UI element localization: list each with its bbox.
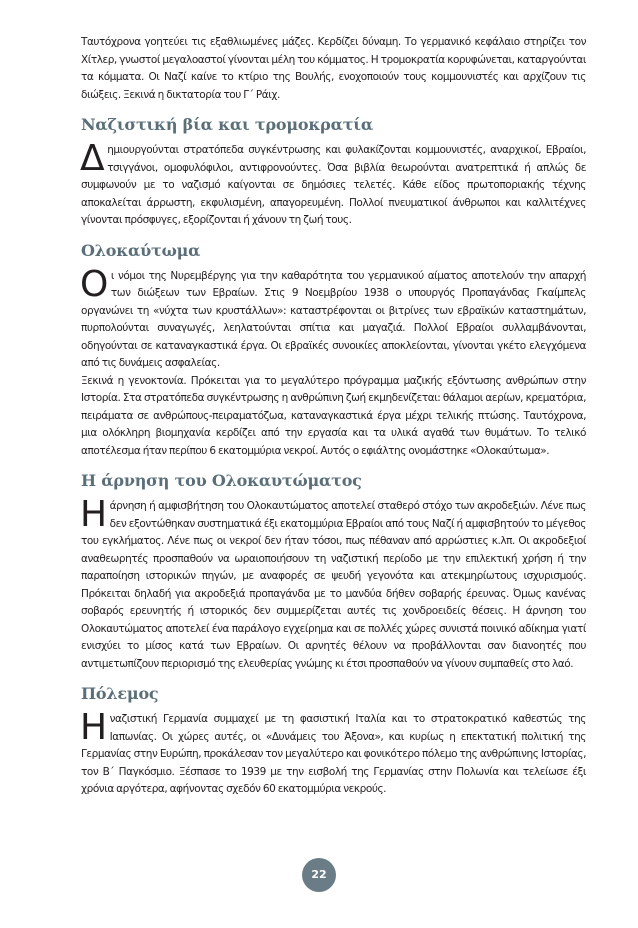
paragraph-holocaust-denial: [80, 494, 586, 673]
section-heading-nazi-violence: Ναζιστική βία και τρομοκρατία: [81, 115, 373, 134]
drop-cap: Ο: [80, 263, 108, 305]
paragraph-holocaust-2: Ξεκινά η γενοκτονία. Πρόκειται για το μεγαλύτερο πρόγραμμα μαζικής εξόντωσης ανθρώπων στην Ιστορία. Στα στρατόπεδα συγκέντρωσης η ανθρώπινη ζωή εκμηδενίζεται: θάλαμοι αερίων, κρεματόρια, πειράματα σε ανθρώπους-πειραματόζωα, καταναγκαστικά έργα μέχρι τελικής πτώσης. Ταυτόχρονα, μια ολόκληρη βιομηχανία κερδίζει από την εργασία και τα υλικά αγαθά των θυμάτων. Το τελικό αποτέλεσμα ήταν περίπου 6 εκατομμύρια νεκροί. Αυτός ο εφιάλτης ονομάστηκε «Ολοκαύτωμα».: [81, 374, 586, 457]
paragraph-text: άρνηση ή αμφισβήτηση του Ολοκαυτώματος αποτελεί σταθερό στόχο των ακροδεξιών. Λένε πως δεν εξοντώθηκαν συστηματικά έξι εκατομμύρια Εβραίοι από τους Ναζί ή αμφισβητούν το μέγεθος του εγκλήματος. Λένε πως οι νεκροί δεν ήταν τόσοι, πως πέθαναν από αρρώστιες κ.λπ. Οι ακροδεξιοί αναθεωρητές προσπαθούν να ωραιοποιήσουν τη ναζιστική περίοδο με την επιλεκτική χρήση ή την παραποίηση ιστορικών πηγών, με αναφορές σε ψευδή γεγονότα και ατεκμηρίωτους ισχυρισμούς. Πρόκειται δηλαδή για ακροδεξιά προπαγάνδα με το μανδύα δήθεν σοβαρής έρευνας. Όμως κανένας σοβαρός ερευνητής ή ιστορικός δεν συμμερίζεται αυτές τις χονδροειδείς θέσεις. Η άρνηση του Ολοκαυτώματος αποτελεί ένα παράλογο εγχείρημα και σε πολλές χώρες συνιστά ποινικό αδίκημα γιατί ενισχύει το μίσος κατά των Εβραίων. Οι αρνητές θέλουν να προβάλλονται σαν διανοητές που αντιμετωπίζουν περιορισμό της ελευθερίας γνώμης κι έτσι προσπαθούν να γίνουν συμπαθείς στο λαό.: [81, 500, 586, 670]
drop-cap: Δ: [80, 138, 105, 179]
section-heading-holocaust-denial: Η άρνηση του Ολοκαυτώματος: [81, 471, 362, 490]
paragraph-holocaust-1: [80, 263, 586, 373]
section-heading-holocaust: Ολοκαύτωμα: [81, 240, 201, 260]
drop-cap: Η: [80, 494, 107, 535]
page-content: [81, 34, 586, 799]
paragraph-nazi-violence: [80, 138, 586, 230]
paragraph-war: [80, 707, 586, 799]
intro-paragraph: Ταυτόχρονα γοητεύει τις εξαθλιωμένες μάζες. Κερδίζει δύναμη. Το γερμανικό κεφάλαιο στηρίζει τον Χίτλερ, γνωστοί μεγαλοαστοί γίνονται μέλη του κόμματος. Η τρομοκρατία κορυφώνεται, καταργούνται τα κόμματα. Οι Ναζί καίνε το κτίριο της Βουλής, ενοχοποιούν τους κομμουνιστές και αρχίζουν τις διώξεις. Ξεκινά η δικτατορία του Γ΄ Ράιχ.: [81, 36, 586, 101]
section-heading-war: Πόλεμος: [81, 684, 159, 703]
paragraph-text: ναζιστική Γερμανία συμμαχεί με τη φασιστική Ιταλία και το στρατοκρατικό καθεστώς της Ιαπωνίας. Οι χώρες αυτές, οι «Δυνάμεις του Άξονα», και κυρίως η επεκτατική πολιτική της Γερμανίας στην Ευρώπη, προκάλεσαν τον μεγαλύτερο και φονικότερο πόλεμο της ανθρώπινης Ιστορίας, τον Β΄ Παγκόσμιο. Ξέσπασε το 1939 με την εισβολή της Γερμανίας στην Πολωνία και τελείωσε έξι χρόνια αργότερα, αφήνοντας σχεδόν 60 εκατομμύρια νεκρούς.: [81, 713, 586, 795]
paragraph-text: ι νόμοι της Νυρεμβέργης για την καθαρότητα του γερμανικού αίματος αποτελούν την απαρχή των διώξεων των Εβραίων. Στις 9 Νοεμβρίου 1938 ο υπουργός Προπαγάνδας Γκαίμπελς οργανώνει τη «νύχτα των κρυστάλλων»: καταστρέφονται οι βιτρίνες των εβραϊκών καταστημάτων, πυρπολούνται συναγωγές, λεηλατούνται σπίτια και μαγαζιά. Πολλοί Εβραίοι συλλαμβάνονται, οδηγούνται σε καταναγκαστικά έργα. Οι εβραϊκές συνοικίες αποκλείονται, γίνονται γκέτο ελεγχόμενα από τις δυνάμεις ασφαλείας.: [81, 269, 586, 369]
drop-cap: Η: [80, 707, 107, 748]
page-number-badge: 22: [302, 858, 336, 892]
paragraph-text: ημιουργούνται στρατόπεδα συγκέντρωσης και φυλακίζονται κομμουνιστές, αναρχικοί, Εβραίοι, τσιγγάνοι, ομοφυλόφιλοι, αντιφρονούντες. Όσα βιβλία θεωρούνται ανατρεπτικά ή απλώς δε συμφωνούν με το ναζισμό καίγονται σε δημόσιες τελετές. Κάθε είδος πρωτοποριακής τέχνης αποκαλείται άρρωστη, εκφυλισμένη, απαγορευμένη. Πολλοί πνευματικοί άνθρωποι και καλλιτέχνες γίνονται πρόσφυγες, εξορίζονται ή χάνουν τη ζωή τους.: [81, 144, 586, 226]
